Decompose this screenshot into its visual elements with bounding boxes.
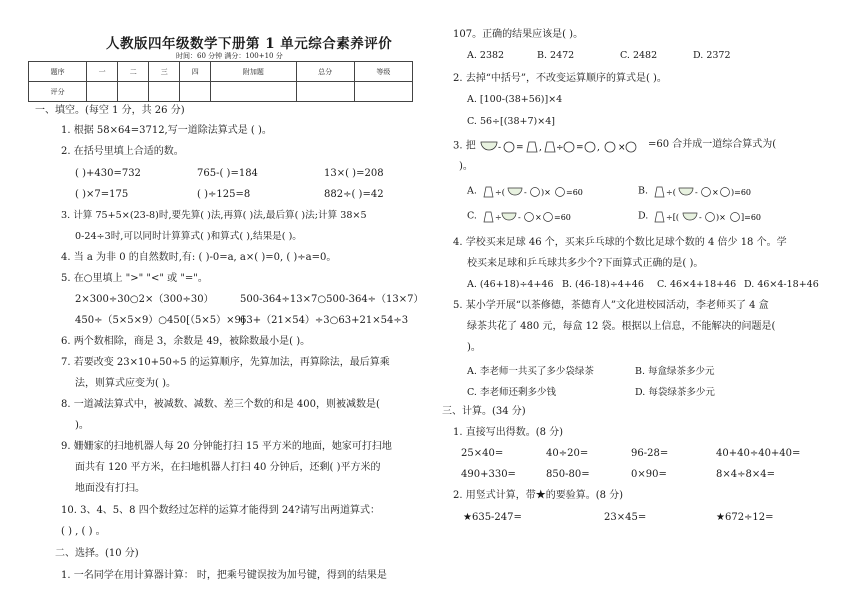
option-letter: B. (638, 185, 649, 197)
question-8-cont: )。 (75, 420, 89, 431)
calc-1: 1. 直接写出得数。(8 分) (453, 427, 564, 438)
watermelon-icon (679, 188, 693, 195)
option[interactable]: C. 李老师还剩多少钱 (467, 387, 556, 398)
svg-text:-: - (695, 188, 698, 197)
bag-icon (545, 142, 555, 152)
svg-text:)×: )× (540, 188, 551, 197)
question-9: 9. 姗姗家的扫地机器人每 20 分钟能打扫 15 平方米的地面，她家可打扫地 (61, 441, 392, 452)
svg-text:×: × (534, 213, 542, 222)
svg-text:)×: )× (716, 213, 727, 222)
calc-2: 2. 用竖式计算，带★的要验算。(8 分) (453, 490, 624, 501)
svg-text:÷(: ÷( (666, 188, 676, 197)
bag-icon (484, 212, 493, 222)
score-row (29, 82, 413, 102)
calc-item: 23×45= (604, 512, 647, 523)
fill-item: 13×( )=208 (324, 168, 384, 179)
option[interactable]: A. 2382 (467, 50, 505, 61)
score-header-row (29, 62, 413, 82)
score-cell[interactable] (87, 82, 118, 102)
score-cell[interactable] (354, 82, 412, 102)
option[interactable]: A. 李老师一共买了多少袋绿茶 (467, 366, 594, 377)
bag-icon (655, 187, 664, 197)
calc-item: ★635-247= (463, 512, 522, 523)
choice-5-cont: 绿茶共花了 480 元，每盒 12 袋。根据以上信息，不能解决的问题是( (467, 321, 776, 332)
svg-text:=60: =60 (565, 188, 583, 197)
score-header: 三 (149, 62, 180, 82)
svg-text:×: × (712, 188, 719, 197)
apple-icon (524, 213, 533, 222)
choice-2: 2. 去掉“中括号”，不改变运算顺序的算式是( )。 (453, 73, 667, 84)
option-letter: A. (467, 185, 477, 197)
question-7: 7. 若要改变 23×10+50÷5 的运算顺序，先算加法，再算除法，最后算乘 (61, 357, 390, 368)
compare-item: 450÷（5×5×9）○450[（5×5）×9] (75, 315, 245, 326)
option-3b[interactable] (638, 184, 776, 198)
watermelon-icon (481, 142, 497, 150)
option[interactable]: B. 每盒绿茶多少元 (635, 366, 715, 377)
choice-1: 1. 一名同学在用计算器计算： 时，把乘号键误按为加号键，得到的结果是 (61, 570, 387, 581)
score-cell[interactable] (211, 82, 296, 102)
fill-item: ( )÷125=8 (197, 189, 251, 200)
clock-icon (555, 188, 564, 197)
calc-item: ★672÷12= (716, 512, 774, 523)
fill-item: ( )+430=732 (75, 168, 141, 179)
calc-item: 96-28= (631, 448, 669, 459)
calc-item: 8×4÷8×4= (716, 469, 775, 480)
svg-text:]=60: ]=60 (741, 213, 762, 222)
svg-text:,: , (538, 143, 542, 153)
question-1: 1. 根据 58×64=3712,写一道除法算式是 ( )。 (61, 125, 272, 136)
option[interactable]: B. (46-18)÷4+46 (562, 279, 644, 290)
choice-3-lead: 3. 把 (453, 140, 476, 152)
question-7-cont: 法，则算式应变为( )。 (75, 378, 176, 389)
score-header: 附加题 (211, 62, 296, 82)
svg-text:÷: ÷ (494, 213, 502, 222)
score-row-label: 评分 (29, 82, 87, 102)
option[interactable]: C. 56÷[(38+7)×4] (467, 116, 555, 127)
question-4: 4. 当 a 为非 0 的自然数时,有: ( )-0=a, a×( )=0, ( )÷a=0。 (61, 252, 337, 263)
watermelon-icon (508, 188, 522, 195)
section-heading: 三、计算。(34 分) (442, 406, 526, 417)
clock-icon (585, 142, 595, 152)
option[interactable]: C. 2482 (620, 50, 658, 61)
calc-item: 850-80= (546, 469, 590, 480)
apple-icon (626, 142, 636, 152)
exam-meta: 时间：60 分钟 满分：100+10 分 (176, 52, 283, 60)
choice-3-cont: )。 (459, 161, 473, 172)
svg-text:÷: ÷ (555, 143, 564, 153)
option[interactable]: A. [100-(38+56)]×4 (467, 94, 563, 105)
choice-5: 5. 某小学开展“以茶修德，茶德育人”文化进校园活动，李老师买了 4 盒 (453, 300, 769, 311)
svg-text:,: , (596, 143, 600, 153)
question-10-cont: ( ) , ( ) 。 (61, 526, 106, 537)
clock-icon (721, 188, 730, 197)
question-3: 3. 计算 75+5×(23-8)时,要先算( )法,再算( )法,最后算( )法;计算 38×5 (61, 210, 367, 221)
option[interactable]: C. 46×4+18+46 (657, 279, 737, 290)
option-3a[interactable] (467, 184, 590, 198)
question-8: 8. 一道减法算式中，被减数、减数、差三个数的和是 400，则被减数是( (61, 399, 380, 410)
question-2: 2. 在括号里填上合适的数。 (61, 146, 184, 157)
svg-text:)=60: )=60 (731, 188, 752, 197)
option-3d[interactable] (638, 209, 776, 223)
calc-item: 490+330= (461, 469, 516, 480)
apple-icon (706, 213, 715, 222)
score-header: 等级 (354, 62, 412, 82)
option[interactable]: D. 2372 (693, 50, 731, 61)
svg-text:÷(: ÷( (494, 188, 505, 197)
svg-text:=60: =60 (553, 213, 571, 222)
choice-4-cont: 校买来足球和乒乓球共多少个?下面算式正确的是( )。 (467, 258, 704, 269)
score-header: 题序 (29, 62, 87, 82)
clock-icon (731, 213, 740, 222)
question-9-cont: 地面没有打扫。 (75, 483, 145, 494)
score-cell[interactable] (296, 82, 354, 102)
choice-4: 4. 学校买来足球 46 个，买来乒乓球的个数比足球个数的 4 倍少 18 个。学 (453, 237, 787, 248)
calc-item: 25×40= (461, 448, 504, 459)
svg-text:-: - (699, 213, 703, 222)
bag-icon (484, 187, 493, 197)
score-header: 二 (118, 62, 149, 82)
question-9-cont: 面共有 120 平方米，在扫地机器人打扫 40 分钟后，还剩( )平方米的 (75, 462, 381, 473)
option-picture (651, 209, 776, 223)
option-picture (651, 184, 776, 198)
calc-item: 0×90= (631, 469, 667, 480)
clock-icon (543, 213, 552, 222)
svg-text:=: = (515, 143, 524, 153)
question-3-cont: 0-24÷3时,可以同时计算算式( )和算式( ),结果是( )。 (75, 231, 302, 242)
score-cell[interactable] (149, 82, 180, 102)
apple-icon (504, 142, 514, 152)
option-letter: C. (467, 210, 477, 222)
score-cell[interactable] (118, 82, 149, 102)
option[interactable]: D. 每袋绿茶多少元 (635, 387, 715, 398)
option[interactable]: D. 46×4-18+46 (744, 279, 819, 290)
calc-item: 40÷20= (546, 448, 589, 459)
calc-item: 40+40÷40+40= (716, 448, 801, 459)
clock-icon (605, 142, 615, 152)
compare-item: 500-364÷13×7○500-364÷（13×7） (240, 294, 424, 305)
choice-1-cont: 107。正确的结果应该是( )。 (453, 29, 584, 40)
bag-icon (527, 142, 537, 152)
section-heading: 一、填空。(每空 1 分，共 26 分) (35, 105, 185, 116)
fill-item: 765-( )=184 (197, 168, 258, 179)
compare-item: 63+（21×54）÷3○63+21×54÷3 (240, 315, 409, 326)
watermelon-icon (502, 213, 516, 220)
page-title: 人教版四年级数学下册第 1 单元综合素养评价 (106, 36, 393, 52)
section-heading: 二、选择。(10 分) (55, 548, 139, 559)
option-3c[interactable] (467, 209, 590, 223)
svg-text:=: = (575, 143, 584, 153)
option-picture (480, 209, 590, 223)
option-letter: D. (638, 210, 649, 222)
bag-icon (655, 212, 664, 222)
apple-icon (564, 142, 574, 152)
question-5: 5. 在○里填上 ">" "<" 或 "="。 (61, 273, 208, 284)
score-header: 一 (87, 62, 118, 82)
option[interactable]: B. 2472 (537, 50, 575, 61)
score-table (28, 61, 413, 102)
compare-item: 2×300÷30○2×（300÷30） (75, 294, 214, 305)
question-10: 10. 3、4、5、8 四个数经过怎样的运算才能得到 24?请写出两道算式： (61, 505, 380, 516)
svg-text:÷[(: ÷[( (666, 213, 680, 222)
svg-text:-: - (497, 143, 501, 153)
score-header: 总分 (296, 62, 354, 82)
svg-text:×: × (617, 143, 626, 153)
svg-text:-: - (517, 213, 521, 222)
question-6: 6. 两个数相除，商是 3，余数是 49，被除数最小是( )。 (61, 336, 311, 347)
choice-3-end: =60 合并成一道综合算式为( (648, 139, 777, 150)
fill-item: ( )×7=175 (75, 189, 129, 200)
choice-5-cont: )。 (467, 342, 481, 353)
option[interactable]: A. (46+18)÷4+46 (467, 279, 554, 290)
apple-icon (702, 188, 711, 197)
apple-icon (530, 188, 539, 197)
watermelon-icon (683, 213, 697, 220)
fill-item: 882÷( )=42 (324, 189, 384, 200)
svg-text:-: - (523, 188, 527, 197)
score-cell[interactable] (180, 82, 211, 102)
score-header: 四 (180, 62, 211, 82)
option-picture (480, 184, 590, 198)
